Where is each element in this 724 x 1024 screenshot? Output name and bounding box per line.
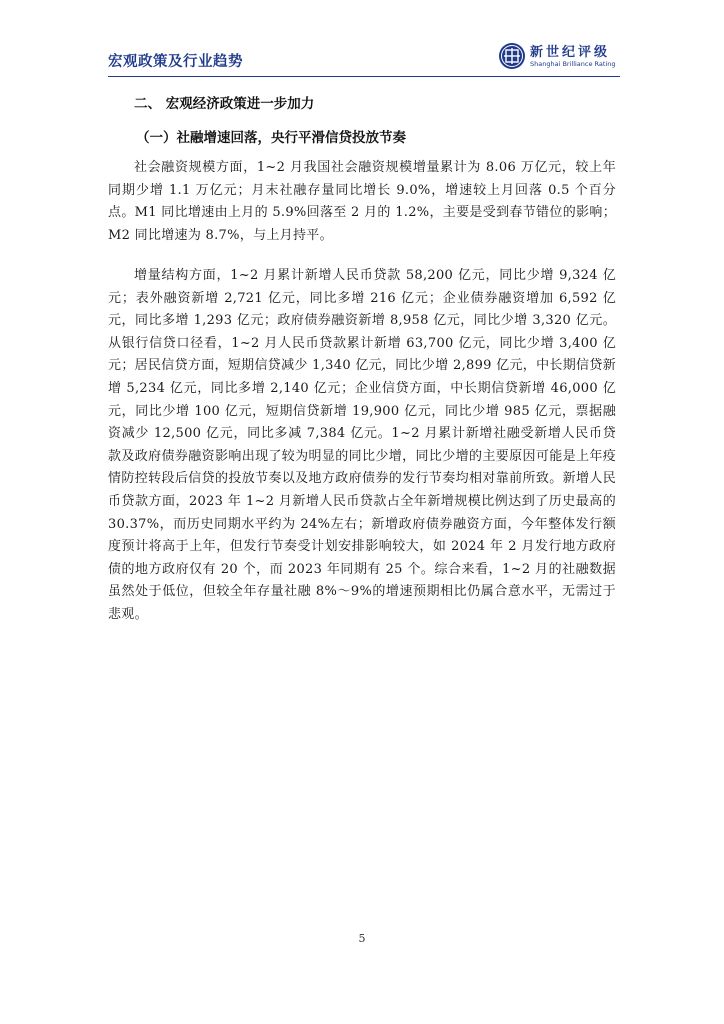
header-title: 宏观政策及行业趋势	[108, 54, 243, 70]
logo-emblem-icon	[498, 42, 526, 70]
logo-english-name: Shanghai Brilliance Rating	[530, 60, 616, 68]
subsection-heading: （一）社融增速回落，央行平滑信贷投放节奏	[136, 130, 406, 146]
page-number: 5	[358, 932, 366, 945]
header-divider	[108, 76, 620, 77]
page-header	[108, 32, 620, 80]
logo-chinese-name: 新世纪评级	[530, 45, 611, 60]
company-logo	[498, 40, 620, 76]
paragraph-increment-structure: 增量结构方面，1~2 月累计新增人民币贷款 58,200 亿元，同比少增 9,324 亿元；表外融资新增 2,721 亿元，同比多增 216 亿元；企业债券融资增加 6,592 亿元，同比多增 1,293 亿元；政府债券融资新增 8,958 亿元，同比少增 3,320 亿元。从银行信贷口径看，1~2 月人民币贷款累计新增 63,700 亿元，同比少增 3,400 亿元；居民信贷方面，短期信贷减少 1,340 亿元，同比少增 2,899 亿元，中长期信贷新增 5,234 亿元，同比多增 2,140 亿元；企业信贷方面，中长期信贷新增 46,000 亿元，同比少增 100 亿元，短期信贷新增 19,900 亿元，同比少增 985 亿元，票据融资减少 12,500 亿元，同比多减 7,384 亿元。1~2 月累计新增社融受新增人民币贷款及政府债券融资影响出现了较为明显的同比少增，同比少增的主要原因可能是上年疫情防控转段后信贷的投放节奏以及地方政府债券的发行节奏均相对靠前所致。新增人民币贷款方面，2023 年 1~2 月新增人民币贷款占全年新增规模比例达到了历史最高的 30.37%，而历史同期水平约为 24%左右；新增政府债券融资方面，今年整体发行额度预计将高于上年，但发行节奏受计划安排影响较大，如 2024 年 2 月发行地方政府债的地方政府仅有 20 个，而 2023 年同期有 25 个。综合来看，1~2 月的社融数据虽然处于低位，但较全年存量社融 8%～9%的增速预期相比仍属合意水平，无需过于悲观。	[108, 268, 616, 622]
section-heading: 二、 宏观经济政策进一步加力	[134, 96, 315, 112]
paragraph-social-financing-scale: 社会融资规模方面，1~2 月我国社会融资规模增量累计为 8.06 万亿元，较上年同期少增 1.1 万亿元；月末社融存量同比增长 9.0%，增速较上月回落 0.5 个百分点。M1 同比增速由上月的 5.9%回落至 2 月的 1.2%，主要是受到春节错位的影响；M2 同比增速为 8.7%，与上月持平。	[108, 160, 616, 243]
